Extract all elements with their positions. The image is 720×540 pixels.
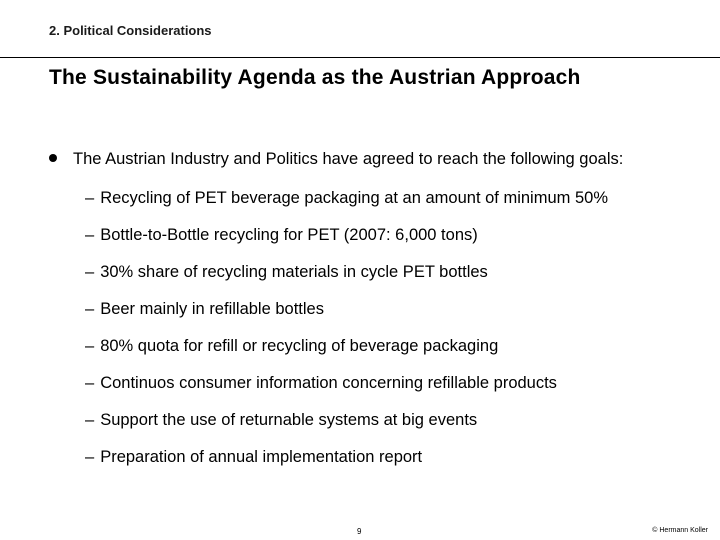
slide-title: The Sustainability Agenda as the Austrian Approach <box>49 66 581 89</box>
list-item <box>85 223 608 260</box>
bullet-dot-icon <box>49 154 57 162</box>
header-divider <box>0 57 720 58</box>
main-bullet <box>49 150 623 169</box>
list-item-text: Support the use of returnable systems at big events <box>100 411 478 429</box>
list-item <box>85 408 608 445</box>
dash-icon: – <box>85 337 95 355</box>
list-item-text: Bottle-to-Bottle recycling for PET (2007: 6,000 tons) <box>100 226 478 244</box>
dash-icon: – <box>85 189 95 207</box>
copyright-notice: © Hermann Koller <box>652 527 708 534</box>
list-item <box>85 260 608 297</box>
list-item-text: Recycling of PET beverage packaging at an amount of minimum 50% <box>100 189 608 207</box>
list-item-text: 80% quota for refill or recycling of beverage packaging <box>100 337 499 355</box>
dash-icon: – <box>85 263 95 281</box>
list-item <box>85 445 608 482</box>
list-item <box>85 186 608 223</box>
section-heading: 2. Political Considerations <box>49 23 212 38</box>
dash-icon: – <box>85 411 95 429</box>
dash-icon: – <box>85 448 95 466</box>
list-item <box>85 297 608 334</box>
goals-list <box>85 186 608 482</box>
dash-icon: – <box>85 300 95 318</box>
main-bullet-text: The Austrian Industry and Politics have agreed to reach the following goals: <box>73 150 624 168</box>
page-number: 9 <box>357 527 362 536</box>
list-item-text: 30% share of recycling materials in cycle PET bottles <box>100 263 488 281</box>
dash-icon: – <box>85 226 95 244</box>
list-item-text: Continuos consumer information concerning refillable products <box>100 374 557 392</box>
list-item <box>85 371 608 408</box>
list-item <box>85 334 608 371</box>
list-item-text: Preparation of annual implementation report <box>100 448 423 466</box>
dash-icon: – <box>85 374 95 392</box>
list-item-text: Beer mainly in refillable bottles <box>100 300 324 318</box>
